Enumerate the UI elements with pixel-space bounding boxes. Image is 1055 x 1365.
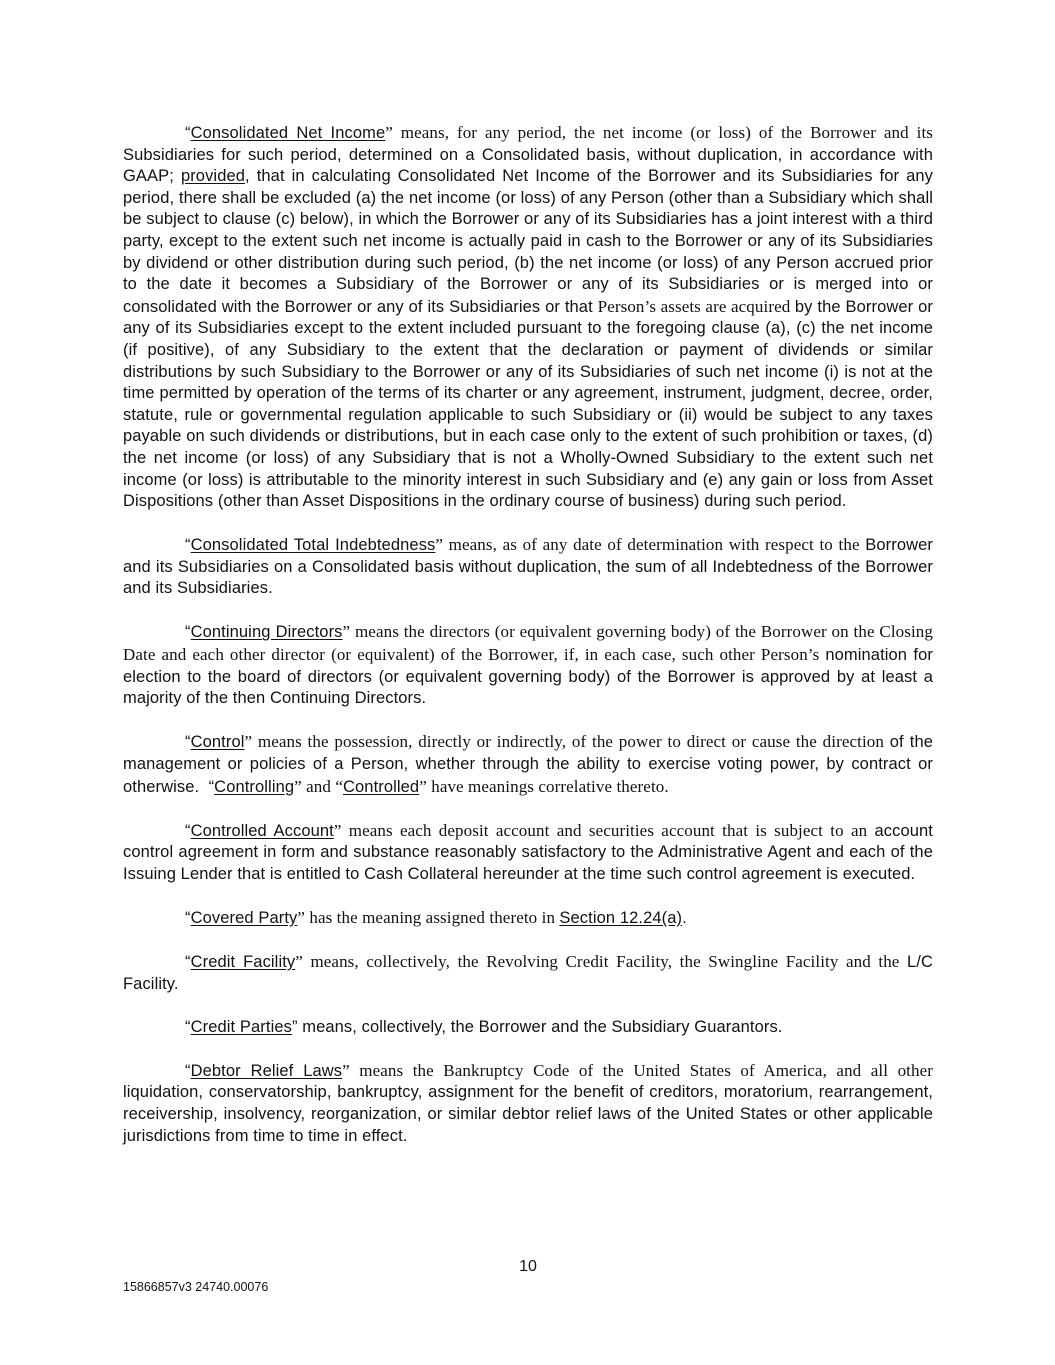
document-id-footer: 15866857v3 24740.00076 (123, 1280, 269, 1294)
text-run: ” have meanings correlative thereto. (419, 776, 669, 796)
text-run: . (682, 908, 687, 927)
page-number: 10 (519, 1258, 537, 1275)
text-run: Borrower and its Subsidiaries on a Consolidated basis without duplication, the sum of all Indebtedness of the Borrower and its Subsidiaries. (123, 536, 933, 598)
text-run: “ (185, 536, 191, 555)
text-run: ” means, for any period, the net income (or loss) of the Borrower and its (385, 123, 933, 142)
text-run: “ (185, 953, 191, 971)
definition-covered-party (123, 907, 933, 930)
defined-term-controlled: Controlled (343, 777, 420, 796)
text-run: “ (185, 821, 191, 840)
proviso-term: provided (180, 167, 246, 186)
defined-term-credit-facility: Credit Facility (190, 953, 296, 971)
text-run: of the management or policies of a Person, whether through the ability to exercise voting power, by contract or otherwise. “ (123, 733, 933, 796)
text-run: ” means, collectively, the Revolving Credit Facility, the Swingline Facility and the (295, 952, 908, 971)
text-run: Person’s assets are acquired (597, 296, 795, 316)
defined-term-continuing-directors: Continuing Directors (190, 623, 343, 642)
defined-term-controlling: Controlling (214, 777, 295, 796)
definition-control (123, 731, 933, 798)
text-run: by the Borrower or any of its Subsidiaries except to the extent included pursuant to the foregoing clause (a), (c) the net income (if positive), of any Subsidiary to the extent that the declaration or payment of dividends or similar distributions by such Subsidiary to the Borrower or any of its Subsidiaries of such net income (i) is not at the time permitted by operation of the terms of its charter or any agreement, instrument, judgment, decree, order, statute, rule or governmental regulation applicable to such Subsidiary or (ii) would be subject to any taxes payable on such dividends or distributions, but in each case only to the extent of such prohibition or taxes, (d) the net income (or loss) of any Subsidiary that is not a Wholly-Owned Subsidiary to the extent such net income (or loss) is attributable to the minority interest in such Subsidiary and (e) any gain or loss from Asset Dispositions (other than Asset Dispositions in the ordinary course of business) during such period. (123, 297, 933, 511)
section-cross-reference: Section 12.24(a) (559, 908, 683, 927)
text-run: L/C Facility. (123, 953, 933, 993)
text-run: ” means the Bankruptcy Code of the United States of America, and all other (342, 1060, 934, 1080)
text-run: “ (185, 623, 191, 642)
definition-continuing-directors (123, 621, 933, 709)
definition-credit-parties (123, 1017, 933, 1039)
text-run: “ (185, 1017, 191, 1036)
defined-term-credit-parties: Credit Parties (190, 1017, 292, 1036)
text-run: account control agreement in form and substance reasonably satisfactory to the Administrative Agent and each of the Issuing Lender that is entitled to Cash Collateral hereunder at the time such control agreement is executed. (123, 821, 933, 883)
text-run: ” has the meaning assigned thereto in (297, 907, 560, 927)
definition-controlled-account (123, 820, 933, 886)
defined-term-consolidated-net-income: Consolidated Net Income (190, 124, 386, 142)
document-body (123, 122, 933, 1147)
definition-credit-facility (123, 951, 933, 995)
defined-term-consolidated-total-indebtedness: Consolidated Total Indebtedness (190, 536, 436, 555)
text-run: ” means, as of any date of determination with respect to the (435, 535, 866, 555)
text-run: Subsidiaries for such period, determined on a Consolidated basis, without duplication, in accordance with GAAP; (123, 145, 933, 186)
text-run: “ (185, 1061, 191, 1080)
text-run: ” means each deposit account and securities account that is subject to an (333, 820, 875, 840)
text-run: ” means the possession, directly or indirectly, of the power to direct or cause the direction (244, 732, 890, 752)
text-run: ” means, collectively, the Borrower and the Subsidiary Guarantors. (291, 1017, 783, 1036)
defined-term-debtor-relief-laws: Debtor Relief Laws (190, 1061, 343, 1080)
text-run: ” and “ (294, 776, 343, 796)
text-run: , that in calculating Consolidated Net Income of the Borrower and its Subsidiaries for any period, there shall be excluded (a) the net income (or loss) of any Person (other than a Subsidiary which shall be subject to clause (c) below), in which the Borrower or any of its Subsidiaries has a joint interest with a third party, except to the extent such net income is actually paid in cash to the Borrower or any of its Subsidiaries by dividend or other distribution during such period, (b) the net income (or loss) of any Person accrued prior to the date it becomes a Subsidiary of the Borrower or any of its Subsidiaries or is merged into or consolidated with the Borrower or any of its Subsidiaries or that (123, 167, 933, 316)
text-run: liquidation, conservatorship, bankruptcy, assignment for the benefit of creditors, moratorium, rearrangement, receivership, insolvency, reorganization, or similar debtor relief laws of the United States or other applicable jurisdictions from time to time in effect. (123, 1083, 933, 1145)
text-run: ” means the directors (or equivalent governing body) of the Borrower on the Closing Date and each other director (or equivalent) of the Borrower, if, in each case, such other Person’s (123, 622, 934, 665)
definition-consolidated-net-income (123, 122, 933, 513)
definition-consolidated-total-indebtedness (123, 534, 933, 600)
text-run: “ (185, 733, 191, 752)
defined-term-covered-party: Covered Party (190, 908, 298, 927)
defined-term-control: Control (190, 733, 245, 752)
text-run: nomination for election to the board of directors (or equivalent governing body) of the Borrower is approved by at least a majority of the then Continuing Directors. (123, 646, 933, 708)
defined-term-controlled-account: Controlled Account (190, 821, 334, 840)
definition-debtor-relief-laws (123, 1060, 933, 1147)
text-run: “ (185, 908, 191, 927)
text-run: “ (185, 124, 191, 142)
